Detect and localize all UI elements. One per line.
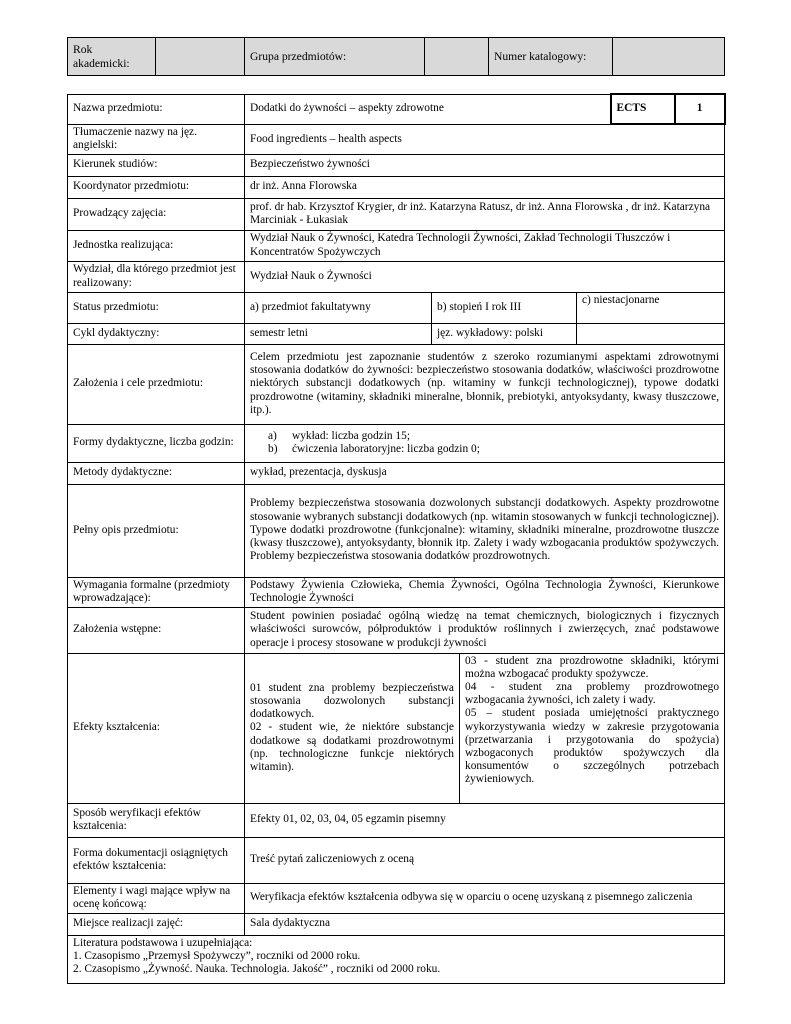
row-opis	[68, 484, 725, 577]
numer-label: Numer katalogowy:	[489, 38, 613, 76]
cykl-label: Cykl dydaktyczny:	[68, 323, 245, 344]
literatura-item-1: 1. Czasopismo „Przemysł Spożywczy”, roczniki od 2000 roku.	[73, 949, 361, 962]
row-koordynator	[68, 176, 725, 198]
literatura-cell	[68, 935, 725, 983]
row-status	[68, 292, 725, 323]
status-label: Status przedmiotu:	[68, 292, 245, 323]
efekty-01: 01 student zna problemy bezpieczeństwa stosowania dozwolonych substancji dodatkowych.	[250, 681, 454, 721]
rok-label: Rok akademicki:	[68, 38, 156, 76]
miejsce-value: Sala dydaktyczna	[245, 913, 725, 935]
kierunek-label: Kierunek studiów:	[68, 154, 245, 176]
nazwa-label: Nazwa przedmiotu:	[68, 94, 245, 124]
row-tlumaczenie	[68, 124, 725, 154]
formy-label: Formy dydaktyczne, liczba godzin:	[68, 424, 245, 462]
row-prowadzacy	[68, 198, 725, 230]
weryfikacja-value: Efekty 01, 02, 03, 04, 05 egzamin pisemny	[245, 803, 725, 837]
metody-label: Metody dydaktyczne:	[68, 462, 245, 484]
wydzial-value: Wydział Nauk o Żywności	[245, 261, 725, 292]
prowadzacy-label: Prowadzący zajęcia:	[68, 198, 245, 230]
wstepne-value: Student powinien posiadać ogólną wiedzę na temat chemicznych, biologicznych i fizycznych właściwości surowców, półproduktów i produktów roślinnych i zwierzęcych, znać podstawowe operacje i procesy stosowane w produkcji żywności	[245, 607, 725, 653]
row-dokumentacja	[68, 837, 725, 883]
cykl-value: semestr letni	[245, 323, 432, 344]
prowadzacy-value: prof. dr hab. Krzysztof Krygier, dr inż. Katarzyna Ratusz, dr inż. Anna Florowska , dr inż. Katarzyna Marciniak - Łukasiak	[245, 198, 725, 230]
row-wymagania	[68, 577, 725, 607]
row-weryfikacja	[68, 803, 725, 837]
dokumentacja-label: Forma dokumentacji osiągniętych efektów kształcenia:	[68, 837, 245, 883]
dokumentacja-value: Treść pytań zaliczeniowych z oceną	[245, 837, 725, 883]
numer-value	[613, 38, 725, 76]
efekty-03: 03 - student zna prozdrowotne składniki, którymi można wzbogacać produkty spożywcze.	[465, 654, 720, 680]
row-zalozenia	[68, 344, 725, 424]
grupa-value	[425, 38, 489, 76]
koordynator-label: Koordynator przedmiotu:	[68, 176, 245, 198]
weryfikacja-label: Sposób weryfikacji efektów kształcenia:	[68, 803, 245, 837]
efekty-04: 04 - student zna problemy prozdrowotnego wzbogacania żywności, ich zalety i wady.	[465, 680, 720, 707]
tlumaczenie-value: Food ingredients – health aspects	[245, 124, 725, 154]
row-nazwa	[68, 94, 725, 124]
koordynator-value: dr inż. Anna Florowska	[245, 176, 725, 198]
rok-value	[156, 38, 245, 76]
elementy-value: Weryfikacja efektów kształcenia odbywa się w oparciu o ocenę uzyskaną z pisemnego zaliczenia	[245, 883, 725, 913]
jednostka-label: Jednostka realizująca:	[68, 230, 245, 261]
status-c: c) niestacjonarne	[577, 292, 725, 323]
row-efekty	[68, 653, 725, 803]
miejsce-label: Miejsce realizacji zajęć:	[68, 913, 245, 935]
wymagania-label: Wymagania formalne (przedmioty wprowadzające):	[68, 577, 245, 607]
efekty-right	[460, 653, 725, 803]
course-table	[67, 93, 726, 984]
row-formy	[68, 424, 725, 462]
row-elementy	[68, 883, 725, 913]
row-wydzial	[68, 261, 725, 292]
cykl-blank	[577, 323, 725, 344]
wydzial-label: Wydział, dla którego przedmiot jest realizowany:	[68, 261, 245, 292]
ects-value: 1	[675, 94, 725, 124]
row-wstepne	[68, 607, 725, 653]
literatura-label: Literatura podstawowa i uzupełniająca:	[73, 936, 253, 949]
status-b: b) stopień I rok III	[432, 292, 577, 323]
efekty-label: Efekty kształcenia:	[68, 653, 245, 803]
zalozenia-value: Celem przedmiotu jest zapoznanie studentów z szeroko rozumianymi aspektami zdrowotnymi stosowania dodatków do żywności: bezpieczeństwo stosowania dodatków, właściwości prozdrowotne niektórych substancji dodatkowych (np. witaminy w funkcji technologicznej), typowe dodatki prozdrowotne (witaminy, składniki mineralne, błonnik, prebiotyki, antyoksydanty, kwasy tłuszczowe, itp.).	[245, 344, 725, 424]
formy-item-b: b) ćwiczenia laboratoryjne: liczba godzin 0;	[268, 443, 480, 455]
elementy-label: Elementy i wagi mające wpływ na ocenę końcową:	[68, 883, 245, 913]
row-jednostka	[68, 230, 725, 261]
wymagania-value: Podstawy Żywienia Człowieka, Chemia Żywności, Ogólna Technologia Żywności, Kierunkowe Technologie Żywności	[245, 577, 725, 607]
row-literatura	[68, 935, 725, 983]
formy-value	[245, 424, 725, 462]
efekty-02: 02 - student wie, że niektóre substancje dodatkowe są dodatkami prozdrowotnymi (np. technologiczne funkcje niektórych witamin).	[250, 721, 454, 773]
row-cykl	[68, 323, 725, 344]
literatura-item-2: 2. Czasopismo „Żywność. Nauka. Technologia. Jakość” , roczniki od 2000 roku.	[73, 962, 441, 975]
kierunek-value: Bezpieczeństwo żywności	[245, 154, 725, 176]
formy-item-a: a) wykład: liczba godzin 15;	[268, 429, 410, 442]
row-metody	[68, 462, 725, 484]
wstepne-label: Założenia wstępne:	[68, 607, 245, 653]
row-miejsce	[68, 913, 725, 935]
jednostka-value: Wydział Nauk o Żywności, Katedra Technologii Żywności, Zakład Technologii Tłuszczów i Koncentratów Spożywczych	[245, 230, 725, 261]
efekty-05: 05 – student posiada umiejętności praktycznego wykorzystywania wiedzy w zakresie przygotowania (przetwarzania i przygotowania do spożycia) wzbogaconych produktów spożywczych dla konsumentów o szczególnych potrzebach żywieniowych.	[465, 707, 720, 786]
metody-value: wykład, prezentacja, dyskusja	[245, 462, 725, 484]
grupa-label: Grupa przedmiotów:	[245, 38, 425, 76]
header-table	[67, 37, 725, 76]
opis-label: Pełny opis przedmiotu:	[68, 484, 245, 577]
opis-value: Problemy bezpieczeństwa stosowania dozwolonych substancji dodatkowych. Aspekty prozdrowotne stosowanie wybranych substancji dodatkowych (np. witamin stosowanych w funkcji technologicznej). Typowe dodatki prozdrowotne (funkcjonalne): witaminy, składniki mineralne, prozdrowotne tłuszcze (kwasy tłuszczowe), antyoksydanty, błonnik itp. Zalety i wady wzbogacania produktów spożywczych. Problemy bezpieczeństwa stosowania dodatków prozdrowotnych.	[245, 484, 725, 577]
jezyk-value: jęz. wykładowy: polski	[432, 323, 577, 344]
tlumaczenie-label: Tłumaczenie nazwy na jęz. angielski:	[68, 124, 245, 154]
zalozenia-label: Założenia i cele przedmiotu:	[68, 344, 245, 424]
nazwa-value: Dodatki do żywności – aspekty zdrowotne	[245, 94, 611, 124]
efekty-left	[245, 653, 460, 803]
status-a: a) przedmiot fakultatywny	[245, 292, 432, 323]
row-kierunek	[68, 154, 725, 176]
ects-label: ECTS	[611, 94, 675, 124]
